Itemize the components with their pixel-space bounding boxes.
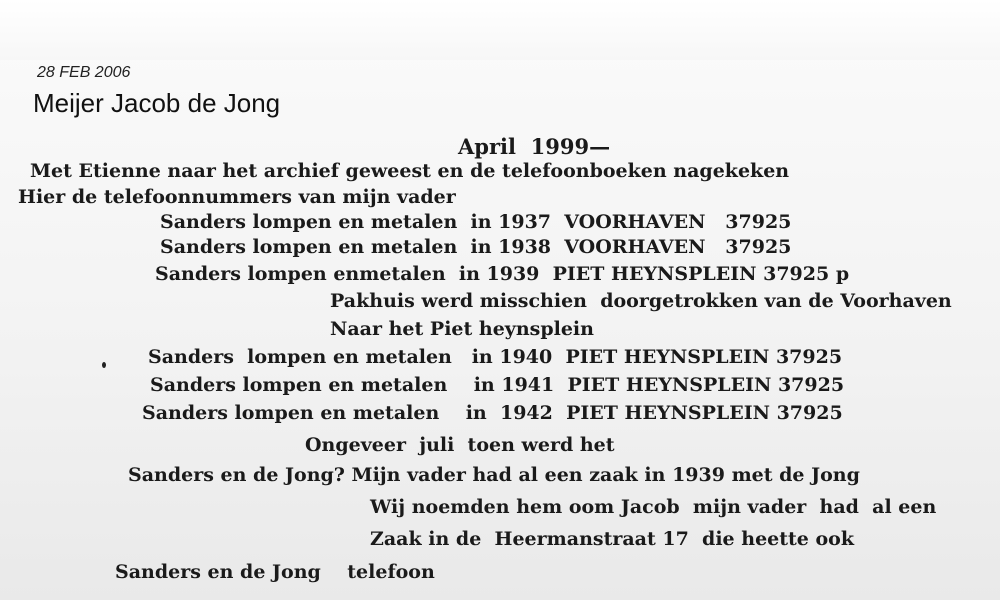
phone-entry-1942: Sanders lompen en metalen in 1942 PIET HEYNSPLEIN 37925: [142, 402, 843, 424]
letter-line-2: Hier de telefoonnummers van mijn vader: [18, 186, 456, 208]
phone-entry-1940: Sanders lompen en metalen in 1940 PIET HEYNSPLEIN 37925: [148, 346, 843, 368]
phone-entry-1938: Sanders lompen en metalen in 1938 VOORHAVEN 37925: [160, 236, 792, 258]
received-date-stamp: 28 FEB 2006: [37, 64, 131, 81]
warehouse-note-line-2: Naar het Piet heynsplein: [330, 318, 594, 340]
phone-entry-1941: Sanders lompen en metalen in 1941 PIET HEYNSPLEIN 37925: [150, 374, 845, 396]
warehouse-note-line-1: Pakhuis werd misschien doorgetrokken van de Voorhaven: [330, 290, 952, 312]
note-company-line: Sanders en de Jong? Mijn vader had al een zaak in 1939 met de Jong: [128, 464, 860, 486]
note-phone-line: Sanders en de Jong telefoon: [115, 561, 435, 583]
letter-date-heading: April 1999—: [458, 134, 611, 159]
phone-entry-1937: Sanders lompen en metalen in 1937 VOORHAVEN 37925: [160, 211, 792, 233]
document-title-name: Meijer Jacob de Jong: [33, 88, 281, 118]
note-uncle-line: Wij noemden hem oom Jacob mijn vader had al een: [370, 496, 937, 518]
note-address-line: Zaak in de Heermanstraat 17 die heette ook: [370, 528, 855, 550]
phone-entry-1939: Sanders lompen enmetalen in 1939 PIET HEYNSPLEIN 37925 p: [155, 263, 850, 285]
note-july-line: Ongeveer juli toen werd het: [305, 434, 615, 456]
ink-mark: [102, 362, 106, 368]
letter-line-1: Met Etienne naar het archief geweest en de telefoonboeken nagekeken: [30, 160, 790, 182]
